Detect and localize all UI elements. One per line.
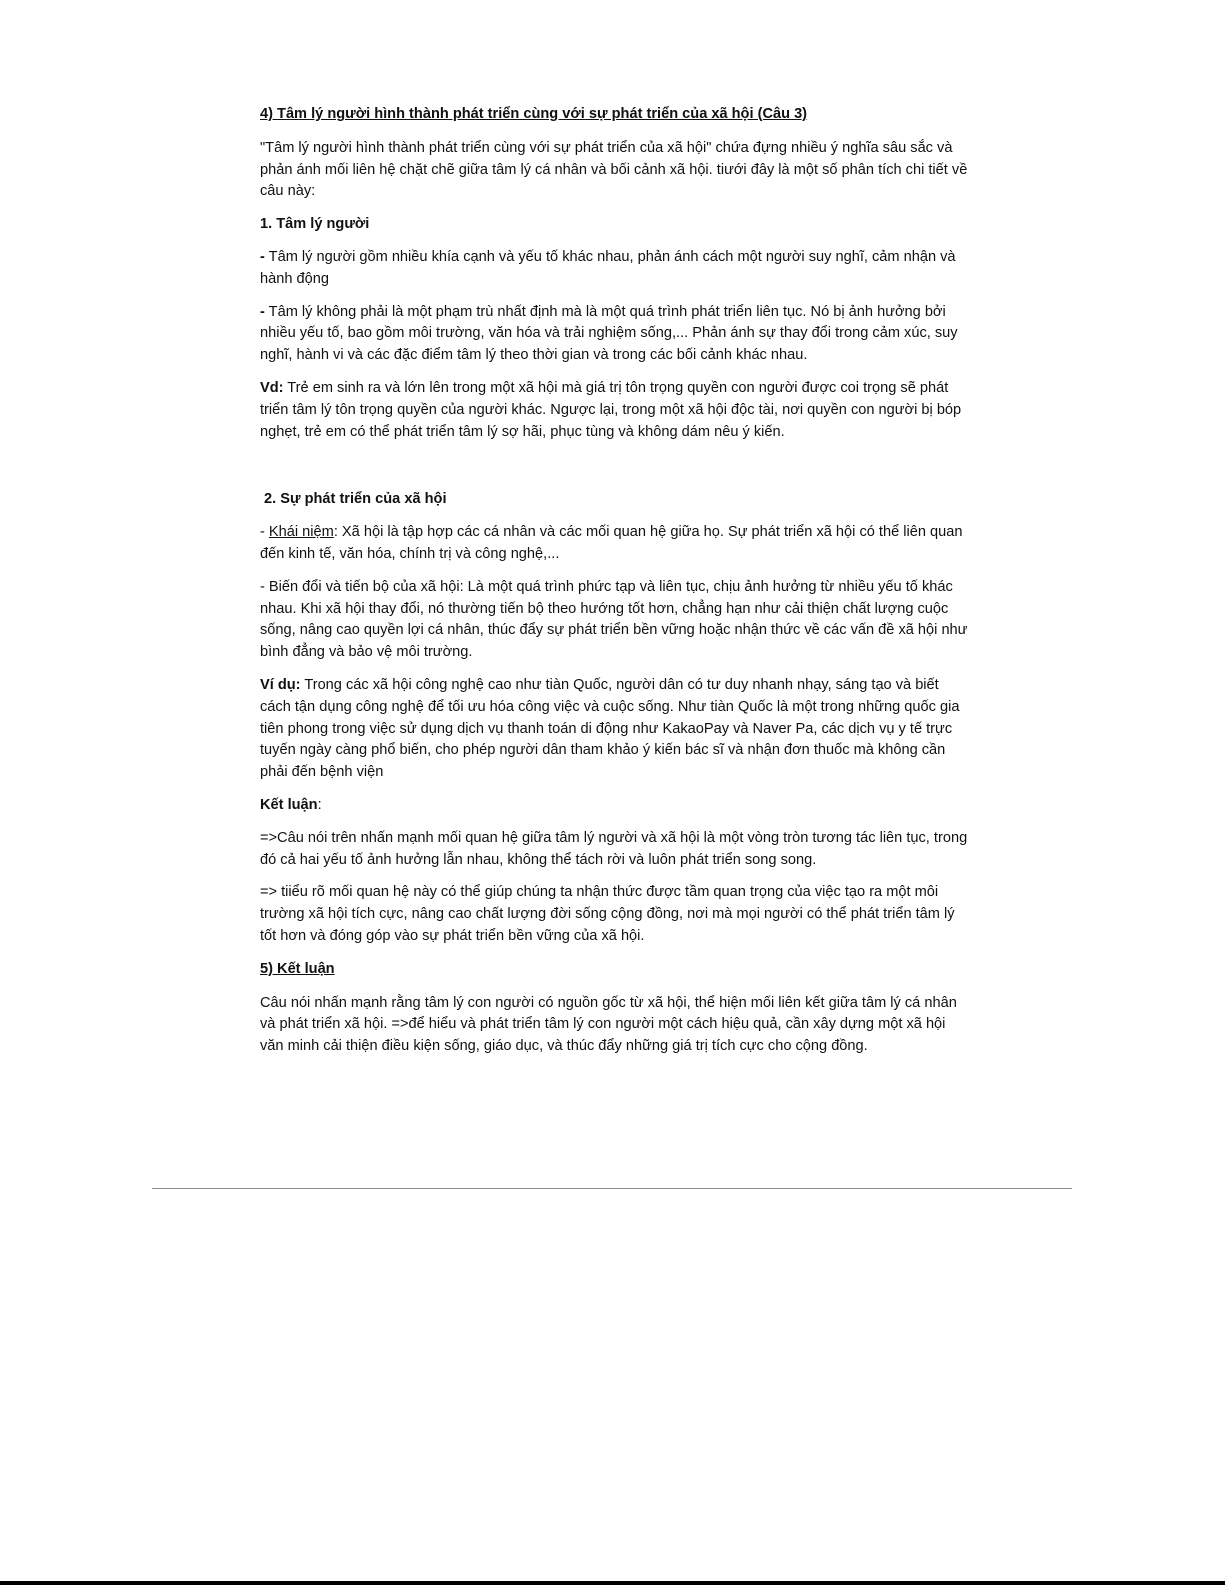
subsection-2-change: - Biến đổi và tiến bộ của xã hội: Là một quá trình phức tạp và liên tục, chịu ảnh hưởng từ nhiều yếu tố khác nhau. Khi xã hội thay đổi, nó thường tiến bộ theo hướng tốt hơn, chẳng hạn như cải thiện chất lượng cuộc sống, nâng cao quyền lợi cá nhân, thúc đẩy sự phát triển bền vững hoặc nhận thức về các vấn đề xã hội như bình đẳng và bảo vệ môi trường. [260,578,968,661]
section-5-heading: 5) Kết luận [260,960,335,977]
conclusion-label: Kết luận [260,796,318,813]
paragraph-text: Tâm lý người gồm nhiều khía cạnh và yếu tố khác nhau, phản ánh cách một người suy nghĩ, cảm nhận và hành động [260,248,956,287]
section-4-heading: 4) Tâm lý người hình thành phát triển cùng với sự phát triển của xã hội (Câu 3) [260,106,808,122]
page-divider [152,1188,1072,1189]
concept-label: Khái niệm [268,524,334,541]
spacer [260,454,970,489]
subsection-2-concept [260,522,970,566]
conclusion-colon: : [317,796,322,813]
paragraph-text: Tâm lý không phải là một phạm trù nhất định mà là một quá trình phát triển liên tục. Nó bị ảnh hưởng bởi nhiều yếu tố, bao gồm môi trường, văn hóa và trải nghiệm sống,... Phản ánh sự thay đổi trong cảm xúc, suy nghĩ, hành vi và các đặc điểm tâm lý theo thời gian và trong các bối cảnh khác nhau. [260,303,958,364]
example-text: Trẻ em sinh ra và lớn lên trong một xã hội mà giá trị tôn trọng quyền con người được coi trọng sẽ phát triển tâm lý tôn trọng quyền của người khác. Ngược lại, trong một xã hội độc tài, nơi quyền con người bị bóp nghẹt, trẻ em có thể phát triển tâm lý sợ hãi, phục tùng và không dám nêu ý kiến. [260,379,962,440]
subsection-1-paragraph-2 [260,302,970,367]
subsection-1-paragraph-1 [260,247,970,291]
example-text: Trong các xã hội công nghệ cao như tiàn Quốc, người dân có tư duy nhanh nhạy, sáng tạo và biết cách tận dụng công nghệ để tối ưu hóa công việc và cuộc sống. Như tiàn Quốc là một trong những quốc gia tiên phong trong việc sử dụng dịch vụ thanh toán di động như KakaoPay và Naver Pa, các dịch vụ y tế trực tuyến ngày càng phổ biến, cho phép người dân tham khảo ý kiến bác sĩ và nhận đơn thuốc mà không cần phải đến bệnh viện [260,676,960,781]
dash-marker: - [260,524,269,541]
subsection-2-heading: 2. Sự phát triển của xã hội [264,491,447,508]
subsection-1-heading: 1. Tâm lý người [260,216,370,233]
concept-text: : Xã hội là tập hợp các cá nhân và các mối quan hệ giữa họ. Sự phát triển xã hội có thể liên quan đến kinh tế, văn hóa, chính trị và công nghệ,... [260,524,963,562]
subsection-2-example [260,675,970,784]
conclusion-paragraph-2: => tiiểu rõ mối quan hệ này có thể giúp chúng ta nhận thức được tầm quan trọng của việc tạo ra một môi trường xã hội tích cực, nâng cao chất lượng đời sống cộng đồng, nơi mà mọi người có thể phát triển tâm lý tốt hơn và đóng góp vào sự phát triển bền vững của xã hội. [260,884,955,944]
dash-marker: - [260,248,265,265]
document-page [260,104,970,1069]
subsection-1-example [260,378,970,443]
example-label: Ví dụ: [260,676,301,693]
example-label: Vd: [260,379,284,396]
dash-marker: - [260,303,265,320]
bottom-edge-bar [0,1581,1225,1585]
section-4-intro: "Tâm lý người hình thành phát triển cùng với sự phát triển của xã hội" chứa đựng nhiều ý nghĩa sâu sắc và phản ánh mối liên hệ chặt chẽ giữa tâm lý cá nhân và bối cảnh xã hội. tiưới đây là một số phân tích chi tiết về câu này: [260,139,968,200]
section-5-body: Câu nói nhấn mạnh rằng tâm lý con người có nguồn gốc từ xã hội, thể hiện mối liên kết giữa tâm lý cá nhân và phát triển xã hội. =>để hiểu và phát triển tâm lý con người một cách hiệu quả, cần xây dựng một xã hội văn minh cải thiện điều kiện sống, giáo dục, và thúc đẩy những giá trị tích cực cho cộng đồng. [260,994,957,1055]
conclusion-paragraph-1: =>Câu nói trên nhấn mạnh mối quan hệ giữa tâm lý người và xã hội là một vòng tròn tương tác liên tục, trong đó cả hai yếu tố ảnh hưởng lẫn nhau, không thể tách rời và luôn phát triển song song. [260,829,968,868]
conclusion-heading [260,795,970,817]
